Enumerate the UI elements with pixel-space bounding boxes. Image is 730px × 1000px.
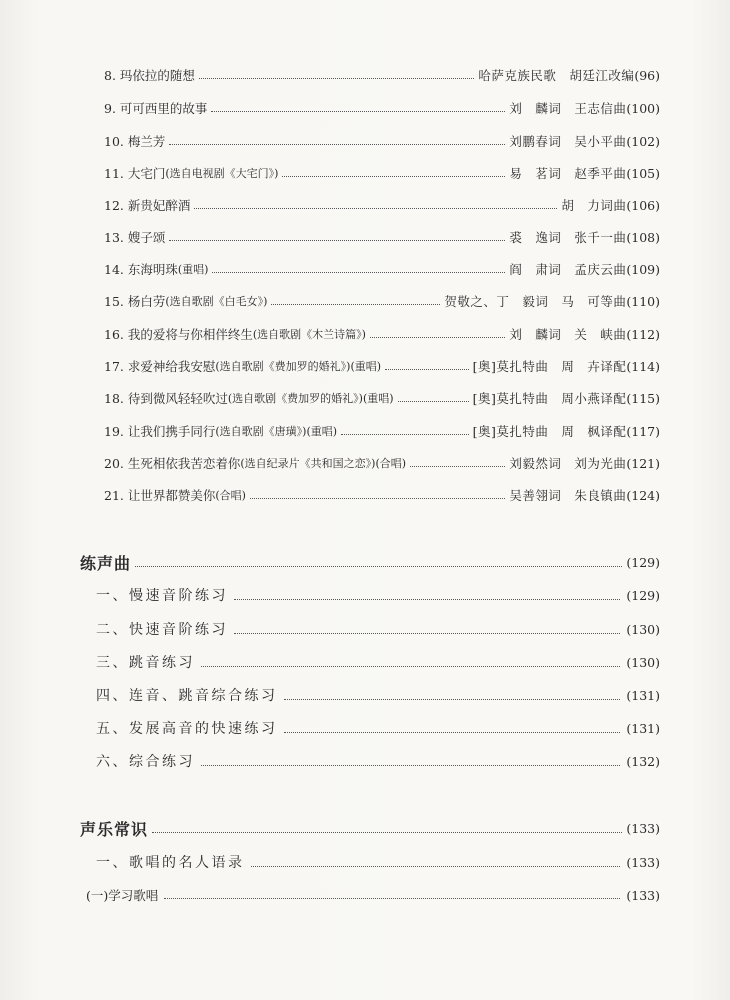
toc-entry xyxy=(104,162,660,184)
toc-entry xyxy=(104,355,660,377)
dot-leader xyxy=(194,208,557,209)
subentry-title: 六、综合练习 xyxy=(96,754,195,770)
subentry-title: 一、慢速音阶练习 xyxy=(96,588,228,604)
entry-page: (124) xyxy=(626,487,660,503)
entry-title: 8. 玛依拉的随想 xyxy=(104,68,195,83)
entry-title: 13. 嫂子颂 xyxy=(104,230,166,245)
entry-note: (选自歌剧《费加罗的婚礼》)(重唱) xyxy=(227,392,394,405)
toc-entry xyxy=(104,194,660,216)
subentry-title: 二、快速音阶练习 xyxy=(96,622,228,638)
entry-page: (108) xyxy=(626,229,660,245)
entry-title: 16. 我的爱将与你相伴终生 xyxy=(104,327,253,342)
section-title: 声乐常识 xyxy=(80,819,149,839)
toc-entry xyxy=(104,323,660,345)
toc-entry xyxy=(104,258,660,280)
entry-title: 17. 求爱神给我安慰 xyxy=(104,359,216,374)
dot-leader xyxy=(234,599,620,600)
entry-page: (105) xyxy=(626,165,660,181)
entry-credit: 胡 力词曲 xyxy=(561,198,627,213)
entry-credit: [奥]莫扎特曲 周 卉译配 xyxy=(472,359,627,374)
entry-note: (重唱) xyxy=(177,263,209,276)
subentry-page: (132) xyxy=(626,753,660,769)
subentry-title: 三、跳音练习 xyxy=(96,655,195,671)
entry-title: 18. 待到微风轻轻吹过 xyxy=(104,391,228,406)
entry-note: (选自纪录片《共和国之恋》)(合唱) xyxy=(240,457,407,470)
toc-subentry xyxy=(96,716,660,740)
entry-title: 14. 东海明珠 xyxy=(104,262,178,277)
entry-credit: [奥]莫扎特曲 周小燕译配 xyxy=(472,391,627,406)
entry-note: (选自歌剧《费加罗的婚礼》)(重唱) xyxy=(215,360,382,373)
entry-credit: 刘 麟词 王志信曲 xyxy=(509,101,627,116)
toc-subentry xyxy=(96,617,660,641)
entry-title: 19. 让我们携手同行 xyxy=(104,424,216,439)
entry-note: (选自歌剧《木兰诗篇》) xyxy=(252,328,366,341)
subsubentry-page: (133) xyxy=(626,887,660,903)
section-page: (133) xyxy=(626,820,660,836)
subentry-page: (130) xyxy=(626,621,660,637)
dot-leader xyxy=(152,832,622,833)
dot-leader xyxy=(398,401,469,402)
entry-title: 10. 梅兰芳 xyxy=(104,134,166,149)
toc-subentry xyxy=(96,749,660,773)
dot-leader xyxy=(201,666,620,667)
toc-entry xyxy=(104,64,660,86)
subentry-page: (129) xyxy=(626,587,660,603)
entry-credit: 哈萨克族民歌 胡廷江改编 xyxy=(478,68,635,83)
section-heading-vocalise xyxy=(80,549,660,575)
entry-title: 9. 可可西里的故事 xyxy=(104,101,208,116)
dot-leader xyxy=(251,866,621,867)
toc-entry xyxy=(104,97,660,119)
toc-entry xyxy=(104,452,660,474)
entry-page: (110) xyxy=(626,293,660,309)
dot-leader xyxy=(410,466,505,467)
entry-credit: 吴善翎词 朱良镇曲 xyxy=(509,488,627,503)
dot-leader xyxy=(199,78,474,79)
entry-page: (100) xyxy=(626,100,660,116)
subsubentry-title: (一)学习歌唱 xyxy=(86,888,159,903)
toc-entry xyxy=(104,420,660,442)
dot-leader xyxy=(284,732,621,733)
entry-page: (109) xyxy=(626,261,660,277)
entry-note: (选自电视剧《大宅门》) xyxy=(165,167,279,180)
toc-subentry xyxy=(96,650,660,674)
subentry-title: 五、发展高音的快速练习 xyxy=(96,721,278,737)
entry-title: 11. 大宅门 xyxy=(104,166,166,181)
dot-leader xyxy=(271,304,440,305)
entry-title: 21. 让世界都赞美你 xyxy=(104,488,216,503)
dot-leader xyxy=(385,369,469,370)
toc-entry xyxy=(104,290,660,312)
entry-credit: 裘 逸词 张千一曲 xyxy=(509,230,627,245)
entry-page: (112) xyxy=(626,326,660,342)
subentry-page: (131) xyxy=(626,687,660,703)
toc-entry xyxy=(104,226,660,248)
dot-leader xyxy=(370,337,505,338)
subentry-title: 四、连音、跳音综合练习 xyxy=(96,688,278,704)
entry-credit: 刘鹏春词 吴小平曲 xyxy=(509,134,627,149)
entry-page: (102) xyxy=(626,133,660,149)
entry-page: (96) xyxy=(634,67,660,83)
entry-credit: 贺敬之、丁 毅词 马 可等曲 xyxy=(444,294,627,309)
entry-title: 15. 杨白劳 xyxy=(104,294,166,309)
dot-leader xyxy=(164,898,620,899)
dot-leader xyxy=(284,699,621,700)
entry-page: (117) xyxy=(626,423,660,439)
toc-subentry xyxy=(96,850,660,874)
subentry-page: (133) xyxy=(626,854,660,870)
toc-entry xyxy=(104,387,660,409)
entry-page: (115) xyxy=(626,390,660,406)
toc-subentry xyxy=(96,683,660,707)
dot-leader xyxy=(341,434,469,435)
section-heading-knowledge xyxy=(80,815,660,841)
section-title: 练声曲 xyxy=(80,553,132,573)
dot-leader xyxy=(201,765,620,766)
entry-credit: 刘毅然词 刘为光曲 xyxy=(509,456,627,471)
entry-title: 20. 生死相依我苦恋着你 xyxy=(104,456,241,471)
entry-page: (121) xyxy=(626,455,660,471)
section-page: (129) xyxy=(626,554,660,570)
toc-entry xyxy=(104,130,660,152)
entry-page: (114) xyxy=(626,358,660,374)
toc-subentry xyxy=(96,583,660,607)
entry-note: (选自歌剧《白毛女》) xyxy=(165,295,268,308)
entry-credit: 易 茗词 赵季平曲 xyxy=(509,166,627,181)
entry-note: (选自歌剧《唐璜》)(重唱) xyxy=(215,425,338,438)
dot-leader xyxy=(211,111,505,112)
entry-page: (106) xyxy=(626,197,660,213)
subentry-title: 一、歌唱的名人语录 xyxy=(96,855,245,871)
toc-entry xyxy=(104,484,660,506)
dot-leader xyxy=(169,240,505,241)
entry-credit: 刘 麟词 关 峡曲 xyxy=(509,327,627,342)
dot-leader xyxy=(234,633,620,634)
subentry-page: (130) xyxy=(626,654,660,670)
entry-title: 12. 新贵妃醉酒 xyxy=(104,198,191,213)
dot-leader xyxy=(135,566,622,567)
entry-credit: 阎 肃词 孟庆云曲 xyxy=(509,262,627,277)
dot-leader xyxy=(169,144,505,145)
entry-credit: [奥]莫扎特曲 周 枫译配 xyxy=(472,424,627,439)
toc-subsubentry xyxy=(86,884,660,906)
dot-leader xyxy=(250,498,505,499)
entry-note: (合唱) xyxy=(215,489,246,502)
dot-leader xyxy=(212,272,505,273)
dot-leader xyxy=(282,176,505,177)
subentry-page: (131) xyxy=(626,720,660,736)
